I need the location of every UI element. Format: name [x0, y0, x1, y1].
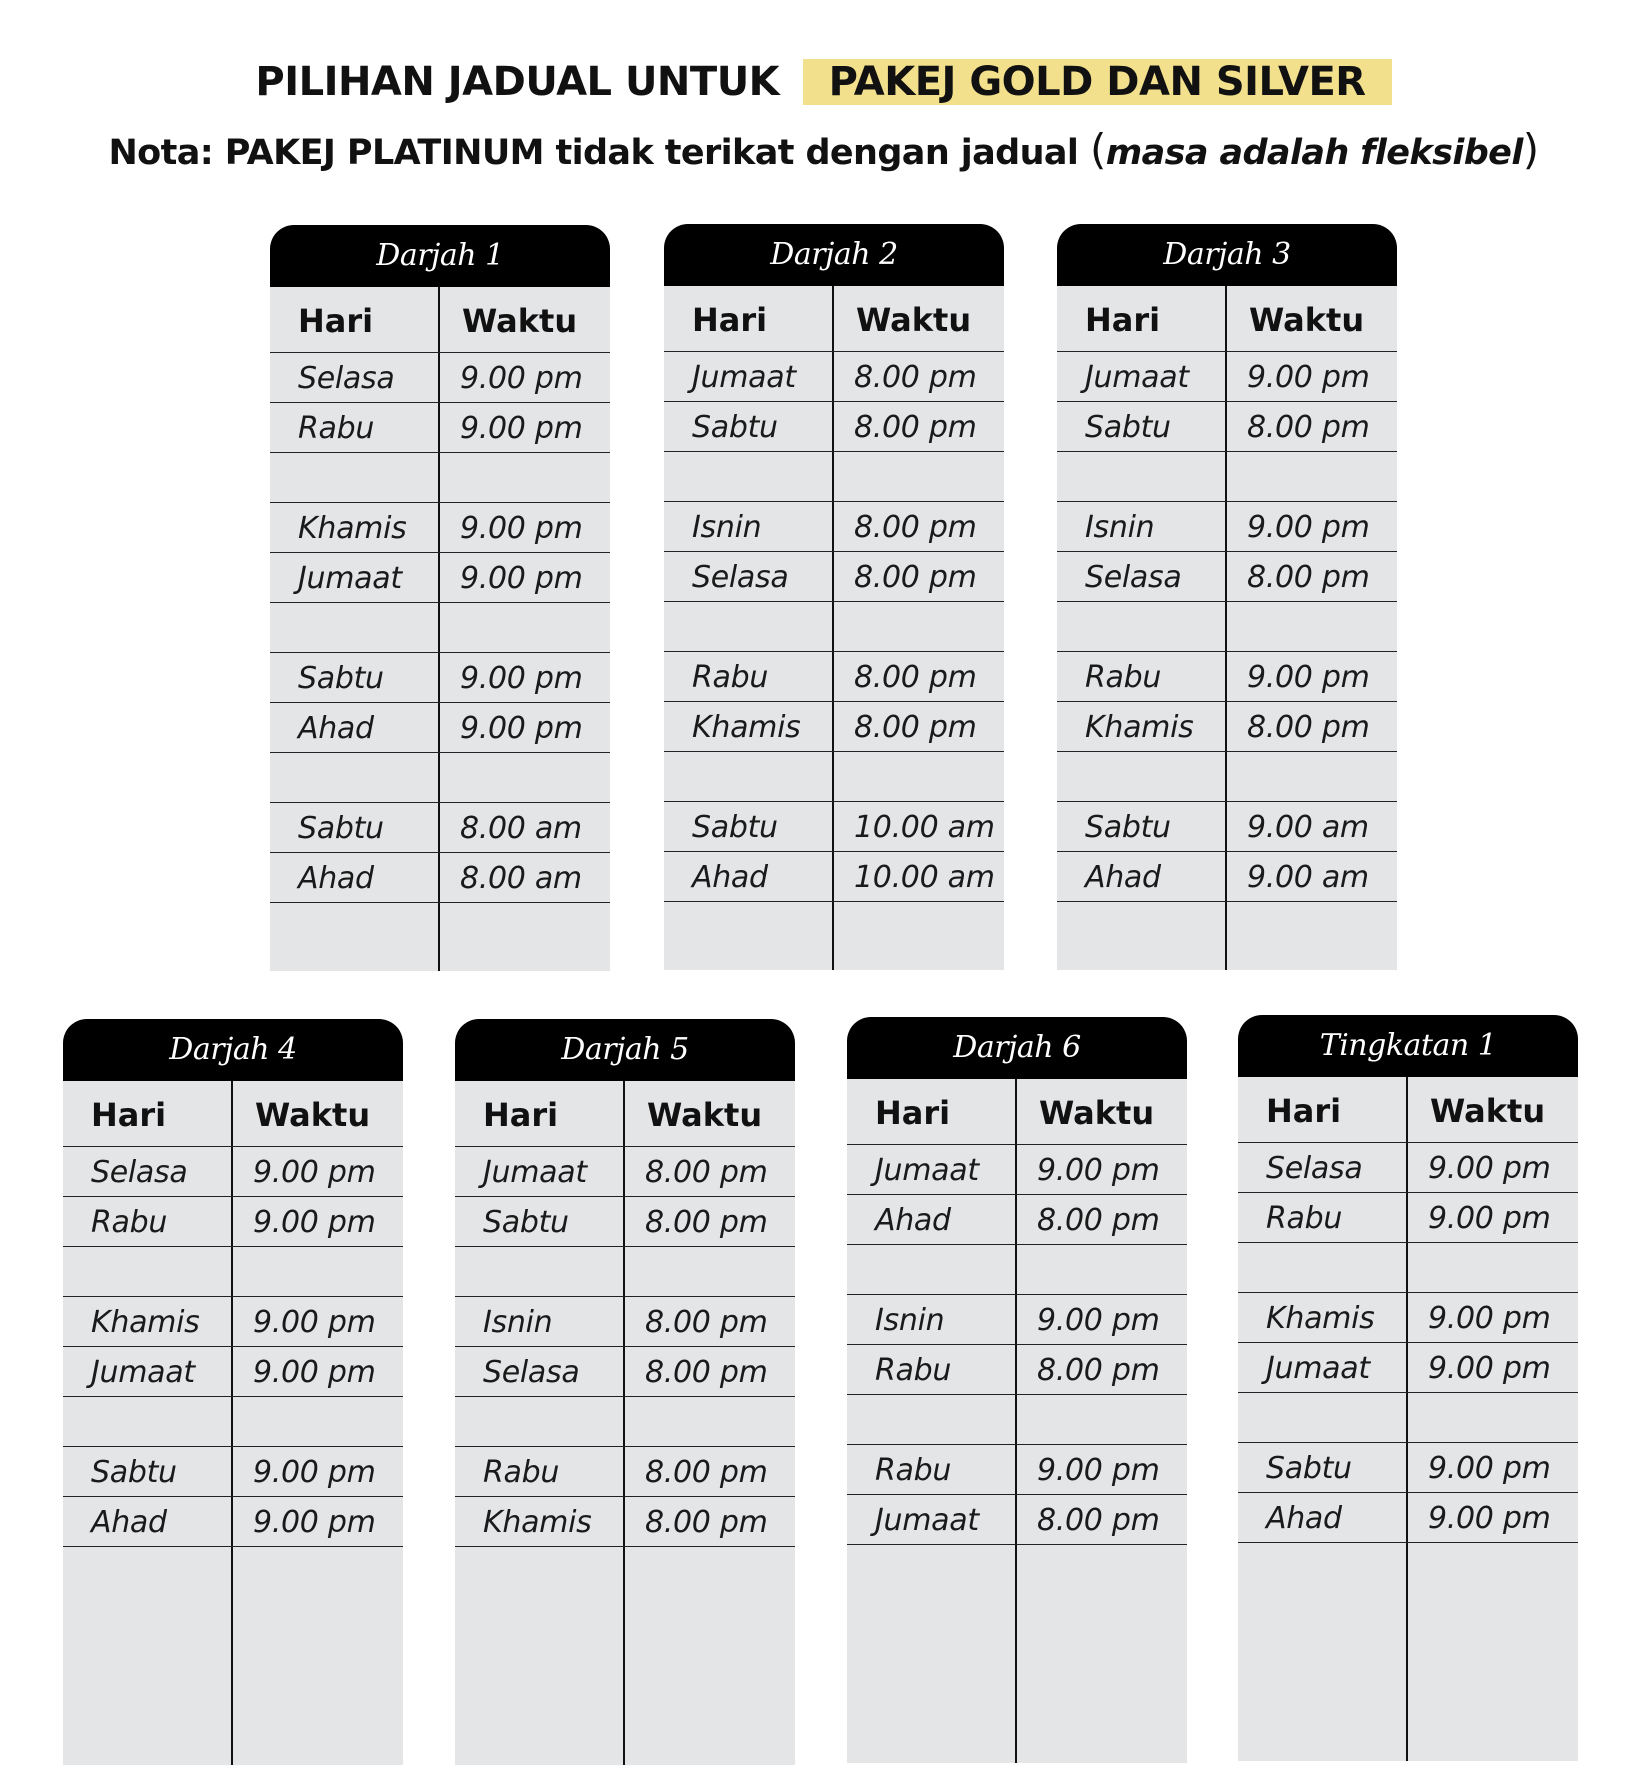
time-cell: 9.00 pm [1247, 510, 1370, 545]
day-cell: Jumaat [298, 561, 402, 596]
time-cell: 8.00 am [460, 861, 582, 896]
header-time: Waktu [856, 301, 972, 339]
blank-row [1057, 902, 1397, 970]
blank-row [1238, 1393, 1578, 1443]
time-cell: 8.00 pm [854, 410, 977, 445]
time-cell: 9.00 pm [460, 661, 583, 696]
table-row [270, 703, 610, 753]
table-row [270, 503, 610, 553]
table-row [847, 1295, 1187, 1345]
blank-row [1238, 1543, 1578, 1611]
time-cell: 8.00 pm [645, 1155, 768, 1190]
day-cell: Khamis [1266, 1301, 1375, 1336]
schedule-title: Darjah 1 [270, 225, 610, 287]
table-row [664, 702, 1004, 752]
table-row [63, 1197, 403, 1247]
blank-row [455, 1247, 795, 1297]
day-cell: Jumaat [1266, 1351, 1370, 1386]
day-cell: Rabu [298, 411, 375, 446]
time-cell: 9.00 pm [460, 511, 583, 546]
blank-row [270, 903, 610, 971]
note-open-paren: ( [1089, 125, 1106, 174]
blank-row [455, 1547, 795, 1615]
blank-row [270, 603, 610, 653]
day-cell: Rabu [875, 1453, 952, 1488]
day-cell: Selasa [1085, 560, 1182, 595]
day-cell: Sabtu [1266, 1451, 1352, 1486]
day-cell: Isnin [875, 1303, 945, 1338]
time-cell: 8.00 pm [1037, 1503, 1160, 1538]
day-cell: Rabu [692, 660, 769, 695]
table-row [455, 1147, 795, 1197]
time-cell: 8.00 pm [645, 1205, 768, 1240]
day-cell: Rabu [91, 1205, 168, 1240]
time-cell: 8.00 pm [645, 1355, 768, 1390]
table-row [455, 1197, 795, 1247]
schedule-card [664, 224, 1004, 970]
time-cell: 9.00 pm [460, 411, 583, 446]
time-cell: 9.00 pm [1428, 1451, 1551, 1486]
schedule-table [1238, 1077, 1578, 1761]
day-cell: Rabu [1085, 660, 1162, 695]
table-row [455, 1497, 795, 1547]
blank-row [664, 602, 1004, 652]
blank-row [63, 1397, 403, 1447]
title-prefix: PILIHAN JADUAL UNTUK [255, 59, 780, 105]
day-cell: Rabu [483, 1455, 560, 1490]
header-day: Hari [692, 301, 768, 339]
blank-row [63, 1547, 403, 1615]
table-row [664, 652, 1004, 702]
title-highlight: PAKEJ GOLD DAN SILVER [803, 59, 1392, 105]
table-row [270, 853, 610, 903]
table-row [270, 403, 610, 453]
time-cell: 9.00 pm [1428, 1201, 1551, 1236]
time-cell: 8.00 pm [1037, 1353, 1160, 1388]
time-cell: 9.00 pm [253, 1205, 376, 1240]
day-cell: Isnin [692, 510, 762, 545]
day-cell: Ahad [91, 1505, 167, 1540]
schedule-table [847, 1079, 1187, 1763]
time-cell: 8.00 pm [1037, 1203, 1160, 1238]
table-row [1057, 502, 1397, 552]
day-cell: Khamis [91, 1305, 200, 1340]
schedule-title: Darjah 4 [63, 1019, 403, 1081]
schedule-title: Darjah 5 [455, 1019, 795, 1081]
time-cell: 8.00 pm [854, 510, 977, 545]
table-row [1057, 552, 1397, 602]
day-cell: Jumaat [875, 1503, 979, 1538]
day-cell: Isnin [1085, 510, 1155, 545]
time-cell: 8.00 pm [854, 660, 977, 695]
schedule-table [270, 287, 610, 971]
day-cell: Selasa [298, 361, 395, 396]
blank-row [847, 1545, 1187, 1613]
table-row [455, 1347, 795, 1397]
note-flexible: masa adalah fleksibel [1105, 133, 1523, 173]
table-header-row [1057, 286, 1397, 352]
time-cell: 9.00 pm [1037, 1303, 1160, 1338]
day-cell: Sabtu [1085, 810, 1171, 845]
blank-row [664, 752, 1004, 802]
time-cell: 9.00 pm [460, 361, 583, 396]
table-row [63, 1447, 403, 1497]
time-cell: 9.00 pm [253, 1455, 376, 1490]
time-cell: 9.00 pm [253, 1305, 376, 1340]
day-cell: Rabu [875, 1353, 952, 1388]
time-cell: 9.00 pm [1037, 1153, 1160, 1188]
table-row [1057, 852, 1397, 902]
table-row [1057, 702, 1397, 752]
schedule-title: Tingkatan 1 [1238, 1015, 1578, 1077]
schedule-card [455, 1019, 795, 1765]
header-time: Waktu [462, 302, 578, 340]
page-title [0, 48, 1647, 116]
header-day: Hari [298, 302, 374, 340]
time-cell: 9.00 pm [253, 1355, 376, 1390]
table-row [455, 1297, 795, 1347]
table-row [664, 502, 1004, 552]
header-time: Waktu [647, 1096, 763, 1134]
time-cell: 9.00 pm [1247, 360, 1370, 395]
day-cell: Khamis [483, 1505, 592, 1540]
table-row [455, 1447, 795, 1497]
table-row [664, 852, 1004, 902]
time-cell: 9.00 pm [1428, 1301, 1551, 1336]
table-header-row [664, 286, 1004, 352]
table-row [1057, 652, 1397, 702]
table-row [270, 653, 610, 703]
time-cell: 9.00 pm [1428, 1151, 1551, 1186]
table-row [664, 402, 1004, 452]
day-cell: Khamis [298, 511, 407, 546]
table-header-row [270, 287, 610, 353]
time-cell: 9.00 pm [460, 711, 583, 746]
blank-row [270, 753, 610, 803]
table-row [1238, 1343, 1578, 1393]
table-header-row [455, 1081, 795, 1147]
table-row [847, 1145, 1187, 1195]
table-row [1238, 1443, 1578, 1493]
time-cell: 10.00 am [854, 860, 995, 895]
header-day: Hari [875, 1094, 951, 1132]
day-cell: Sabtu [298, 661, 384, 696]
day-cell: Ahad [875, 1203, 951, 1238]
time-cell: 8.00 pm [854, 560, 977, 595]
header-time: Waktu [1430, 1092, 1546, 1130]
time-cell: 9.00 am [1247, 810, 1369, 845]
day-cell: Sabtu [692, 810, 778, 845]
day-cell: Sabtu [91, 1455, 177, 1490]
day-cell: Jumaat [1085, 360, 1189, 395]
table-row [270, 803, 610, 853]
table-row [664, 552, 1004, 602]
day-cell: Selasa [483, 1355, 580, 1390]
table-row [664, 802, 1004, 852]
blank-row [1057, 602, 1397, 652]
day-cell: Jumaat [483, 1155, 587, 1190]
table-row [847, 1345, 1187, 1395]
blank-row [664, 902, 1004, 970]
schedule-card [63, 1019, 403, 1765]
time-cell: 9.00 pm [1428, 1351, 1551, 1386]
day-cell: Selasa [1266, 1151, 1363, 1186]
day-cell: Jumaat [91, 1355, 195, 1390]
time-cell: 9.00 pm [253, 1155, 376, 1190]
blank-row [1238, 1243, 1578, 1293]
day-cell: Ahad [1266, 1501, 1342, 1536]
day-cell: Jumaat [692, 360, 796, 395]
table-header-row [847, 1079, 1187, 1145]
table-row [1238, 1293, 1578, 1343]
time-cell: 8.00 pm [645, 1505, 768, 1540]
day-cell: Isnin [483, 1305, 553, 1340]
table-row [270, 553, 610, 603]
day-cell: Ahad [298, 711, 374, 746]
time-cell: 9.00 pm [1037, 1453, 1160, 1488]
table-row [1238, 1143, 1578, 1193]
table-header-row [63, 1081, 403, 1147]
table-row [270, 353, 610, 403]
schedule-card [270, 225, 610, 971]
time-cell: 9.00 pm [1247, 660, 1370, 695]
blank-row [455, 1397, 795, 1447]
time-cell: 9.00 pm [460, 561, 583, 596]
time-cell: 8.00 pm [1247, 560, 1370, 595]
schedule-title: Darjah 6 [847, 1017, 1187, 1079]
day-cell: Sabtu [483, 1205, 569, 1240]
header-time: Waktu [255, 1096, 371, 1134]
blank-row [270, 453, 610, 503]
day-cell: Ahad [692, 860, 768, 895]
blank-row [63, 1247, 403, 1297]
day-cell: Sabtu [1085, 410, 1171, 445]
blank-row [1057, 452, 1397, 502]
day-cell: Selasa [692, 560, 789, 595]
header-day: Hari [91, 1096, 167, 1134]
time-cell: 8.00 am [460, 811, 582, 846]
day-cell: Khamis [1085, 710, 1194, 745]
table-row [1238, 1493, 1578, 1543]
time-cell: 9.00 am [1247, 860, 1369, 895]
header-time: Waktu [1039, 1094, 1155, 1132]
schedule-title: Darjah 3 [1057, 224, 1397, 286]
table-row [63, 1297, 403, 1347]
time-cell: 9.00 pm [1428, 1501, 1551, 1536]
day-cell: Ahad [298, 861, 374, 896]
table-row [847, 1195, 1187, 1245]
table-row [847, 1445, 1187, 1495]
note-main: Nota: PAKEJ PLATINUM tidak terikat dengan jadual [108, 133, 1079, 173]
time-cell: 8.00 pm [1247, 710, 1370, 745]
table-row [1057, 402, 1397, 452]
table-row [664, 352, 1004, 402]
blank-row [664, 452, 1004, 502]
time-cell: 9.00 pm [253, 1505, 376, 1540]
table-row [63, 1347, 403, 1397]
header-day: Hari [1266, 1092, 1342, 1130]
schedule-table [1057, 286, 1397, 970]
day-cell: Rabu [1266, 1201, 1343, 1236]
schedule-card [1238, 1015, 1578, 1761]
day-cell: Jumaat [875, 1153, 979, 1188]
time-cell: 8.00 pm [854, 710, 977, 745]
time-cell: 8.00 pm [645, 1455, 768, 1490]
table-row [63, 1497, 403, 1547]
time-cell: 10.00 am [854, 810, 995, 845]
table-row [847, 1495, 1187, 1545]
header-day: Hari [1085, 301, 1161, 339]
day-cell: Sabtu [692, 410, 778, 445]
day-cell: Sabtu [298, 811, 384, 846]
schedule-title: Darjah 2 [664, 224, 1004, 286]
header-day: Hari [483, 1096, 559, 1134]
table-header-row [1238, 1077, 1578, 1143]
blank-row [847, 1395, 1187, 1445]
day-cell: Selasa [91, 1155, 188, 1190]
schedule-table [664, 286, 1004, 970]
day-cell: Khamis [692, 710, 801, 745]
time-cell: 8.00 pm [645, 1305, 768, 1340]
note-close-paren: ) [1522, 125, 1539, 174]
platinum-note [0, 124, 1647, 179]
table-row [63, 1147, 403, 1197]
schedule-card [1057, 224, 1397, 970]
schedule-table [63, 1081, 403, 1765]
time-cell: 8.00 pm [854, 360, 977, 395]
header-time: Waktu [1249, 301, 1365, 339]
schedule-card [847, 1017, 1187, 1763]
table-row [1057, 352, 1397, 402]
table-row [1238, 1193, 1578, 1243]
blank-row [847, 1245, 1187, 1295]
time-cell: 8.00 pm [1247, 410, 1370, 445]
blank-row [1057, 752, 1397, 802]
table-row [1057, 802, 1397, 852]
day-cell: Ahad [1085, 860, 1161, 895]
schedule-table [455, 1081, 795, 1765]
